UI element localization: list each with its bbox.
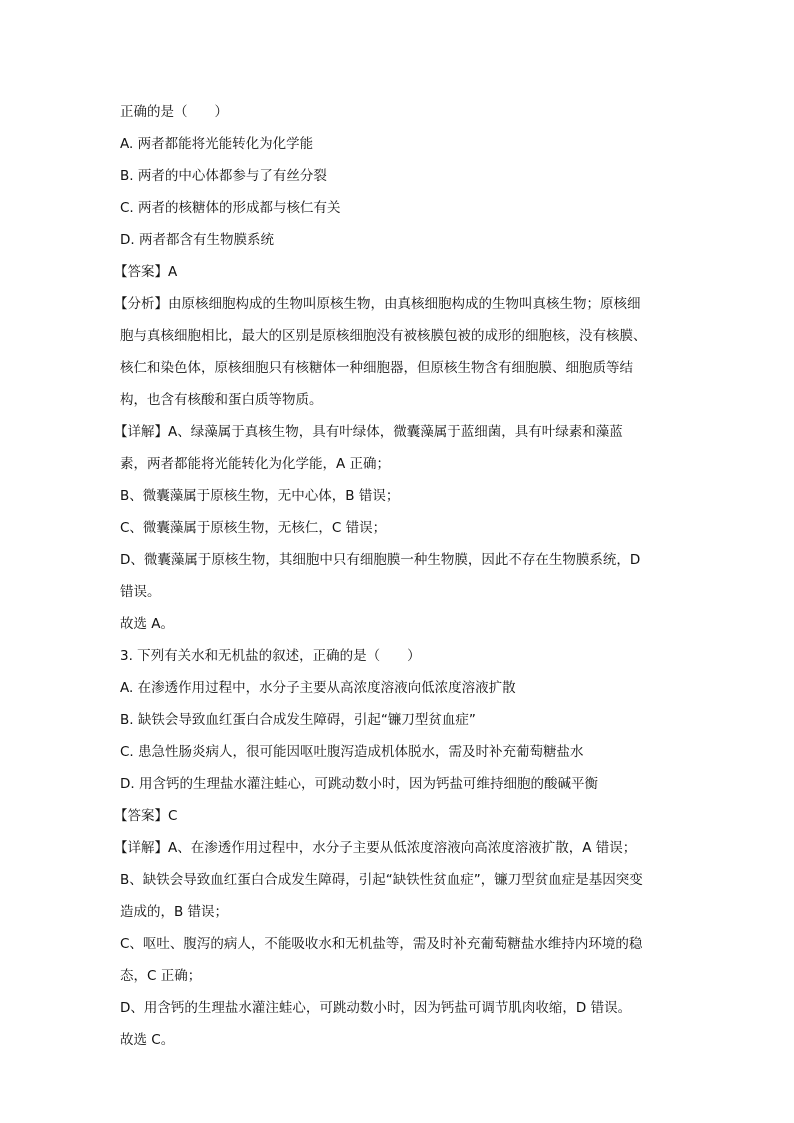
q3-option-b: B. 缺铁会导致血红蛋白合成发生障碍，引起“镰刀型贫血症” xyxy=(120,712,476,728)
q3-detail-line: 【详解】A、在渗透作用过程中，水分子主要从低浓度溶液向高浓度溶液扩散，A 错误； xyxy=(114,840,637,856)
q2-answer: 【答案】A xyxy=(114,264,178,280)
q3-detail-line: C、呕吐、腹泻的病人，不能吸收水和无机盐等，需及时补充葡萄糖盐水维持内环境的稳 xyxy=(120,936,643,952)
q3-detail-line: 造成的，B 错误； xyxy=(120,904,229,920)
q3-detail-line: D、用含钙的生理盐水灌注蛙心，可跳动数小时，因为钙盐可调节肌肉收缩，D 错误。 xyxy=(120,1000,632,1016)
q3-answer: 【答案】C xyxy=(114,808,178,824)
q2-detail-line: C、微囊藻属于原核生物，无核仁，C 错误； xyxy=(120,520,387,536)
q2-conclusion: 故选 A。 xyxy=(120,616,175,632)
q2-analysis-line: 胞与真核细胞相比，最大的区别是原核细胞没有被核膜包被的成形的细胞核，没有核膜、 xyxy=(120,328,647,344)
q2-detail-line: B、微囊藻属于原核生物，无中心体，B 错误； xyxy=(120,488,400,504)
page-content xyxy=(114,96,676,1056)
q3-detail-line: 态，C 正确； xyxy=(120,968,202,984)
q2-option-c: C. 两者的核糖体的形成都与核仁有关 xyxy=(120,200,341,216)
q3-option-c: C. 患急性肠炎病人，很可能因呕吐腹泻造成机体脱水，需及时补充葡萄糖盐水 xyxy=(120,744,584,760)
q3-stem: 3. 下列有关水和无机盐的叙述，正确的是（ ） xyxy=(120,648,421,664)
q2-option-d: D. 两者都含有生物膜系统 xyxy=(120,232,274,248)
q3-detail-line: B、缺铁会导致血红蛋白合成发生障碍，引起“缺铁性贫血症”，镰刀型贫血症是基因突变 xyxy=(120,872,643,888)
q2-analysis-line: 构，也含有核酸和蛋白质等物质。 xyxy=(120,392,323,408)
q2-stem-tail: 正确的是（ ） xyxy=(120,104,228,120)
q3-option-a: A. 在渗透作用过程中，水分子主要从高浓度溶液向低浓度溶液扩散 xyxy=(120,680,516,696)
q2-option-a: A. 两者都能将光能转化为化学能 xyxy=(120,136,314,152)
q3-option-d: D. 用含钙的生理盐水灌注蛙心，可跳动数小时，因为钙盐可维持细胞的酸碱平衡 xyxy=(120,776,598,792)
q2-analysis-line: 【分析】由原核细胞构成的生物叫原核生物，由真核细胞构成的生物叫真核生物；原核细 xyxy=(114,296,641,312)
q2-detail-line: 错误。 xyxy=(120,584,161,600)
q2-option-b: B. 两者的中心体都参与了有丝分裂 xyxy=(120,168,327,184)
q2-detail-line: 素，两者都能将光能转化为化学能，A 正确； xyxy=(120,456,391,472)
q3-conclusion: 故选 C。 xyxy=(120,1032,175,1048)
q2-detail-line: 【详解】A、绿藻属于真核生物，具有叶绿体，微囊藻属于蓝细菌，具有叶绿素和藻蓝 xyxy=(114,424,623,440)
q2-detail-line: D、微囊藻属于原核生物，其细胞中只有细胞膜一种生物膜，因此不存在生物膜系统，D xyxy=(120,552,641,568)
q2-analysis-line: 核仁和染色体，原核细胞只有核糖体一种细胞器，但原核生物含有细胞膜、细胞质等结 xyxy=(120,360,633,376)
